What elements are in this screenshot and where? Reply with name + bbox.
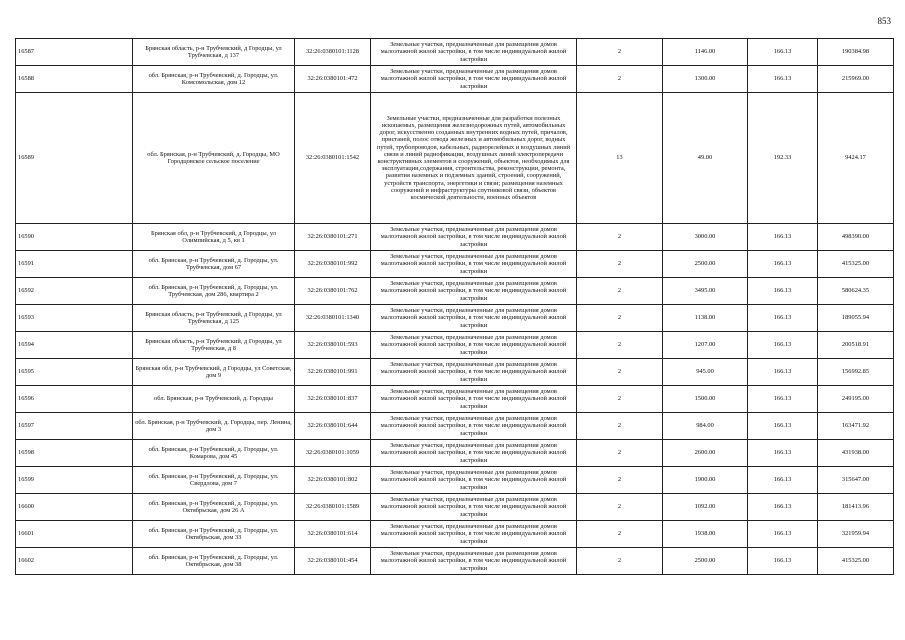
land-use-cell: Земельные участки, предназначенные для размещения домов малоэтажной жилой застройки, в том числе индивидуальной жилой застройки — [371, 413, 577, 440]
land-use-cell: Земельные участки, предназначенные для размещения домов малоэтажной жилой застройки, в том числе индивидуальной жилой застройки — [371, 66, 577, 93]
cadastral-value-cell: 415325.00 — [818, 548, 894, 575]
area-cell: 3000.00 — [663, 224, 748, 251]
use-code-cell: 2 — [577, 224, 663, 251]
area-cell: 1938.00 — [663, 521, 748, 548]
rate-cell: 166.13 — [748, 66, 818, 93]
row-number: 16588 — [16, 66, 133, 93]
table-row — [16, 467, 894, 494]
cadastral-value-cell: 9424.17 — [818, 93, 894, 224]
cadastral-value-cell: 431938.00 — [818, 440, 894, 467]
row-number: 16592 — [16, 278, 133, 305]
cadastral-value-cell: 215969.00 — [818, 66, 894, 93]
row-number: 16595 — [16, 359, 133, 386]
cadastral-number-cell: 32:26:0380101:472 — [295, 66, 371, 93]
row-number: 16600 — [16, 494, 133, 521]
area-cell: 49.00 — [663, 93, 748, 224]
land-use-cell: Земельные участки, предназначенные для размещения домов малоэтажной жилой застройки, в том числе индивидуальной жилой застройки — [371, 39, 577, 66]
use-code-cell: 2 — [577, 521, 663, 548]
land-use-cell: Земельные участки, предназначенные для размещения домов малоэтажной жилой застройки, в том числе индивидуальной жилой застройки — [371, 224, 577, 251]
area-cell: 2500.00 — [663, 548, 748, 575]
row-number: 16596 — [16, 386, 133, 413]
table-row — [16, 39, 894, 66]
rate-cell: 166.13 — [748, 359, 818, 386]
land-use-cell: Земельные участки, предназначенные для размещения домов малоэтажной жилой застройки, в том числе индивидуальной жилой застройки — [371, 251, 577, 278]
use-code-cell: 2 — [577, 413, 663, 440]
cadastral-value-cell: 321959.94 — [818, 521, 894, 548]
use-code-cell: 13 — [577, 93, 663, 224]
row-number: 16587 — [16, 39, 133, 66]
row-number: 16589 — [16, 93, 133, 224]
address-cell: Брянская обл, р-н Трубчевский, д Городцы, ул Олимпийская, д 5, кв 1 — [133, 224, 295, 251]
use-code-cell: 2 — [577, 66, 663, 93]
table-row — [16, 66, 894, 93]
cadastral-number-cell: 32:26:0380101:1542 — [295, 93, 371, 224]
row-number: 16601 — [16, 521, 133, 548]
cadastral-value-cell: 190384.98 — [818, 39, 894, 66]
rate-cell: 166.13 — [748, 548, 818, 575]
row-number: 16591 — [16, 251, 133, 278]
cadastral-number-cell: 32:26:0380101:1128 — [295, 39, 371, 66]
land-use-cell: Земельные участки, предназначенные для размещения домов малоэтажной жилой застройки, в том числе индивидуальной жилой застройки — [371, 359, 577, 386]
table-row — [16, 413, 894, 440]
cadastral-value-cell: 163471.92 — [818, 413, 894, 440]
table-row — [16, 305, 894, 332]
cadastral-number-cell: 32:26:0380101:1059 — [295, 440, 371, 467]
land-use-cell: Земельные участки, предназначенные для размещения домов малоэтажной жилой застройки, в том числе индивидуальной жилой застройки — [371, 278, 577, 305]
rate-cell: 192.33 — [748, 93, 818, 224]
area-cell: 1092.00 — [663, 494, 748, 521]
row-number: 16594 — [16, 332, 133, 359]
use-code-cell: 2 — [577, 332, 663, 359]
area-cell: 1500.00 — [663, 386, 748, 413]
cadastral-value-cell: 415325.00 — [818, 251, 894, 278]
page-number: 853 — [877, 16, 891, 26]
use-code-cell: 2 — [577, 359, 663, 386]
cadastral-number-cell: 32:26:0380101:1340 — [295, 305, 371, 332]
area-cell: 1146.00 — [663, 39, 748, 66]
address-cell: Брянская область, р-н Трубчевский, д Городцы, ул Трубчевская, д 8 — [133, 332, 295, 359]
cadastral-number-cell: 32:26:0380101:1589 — [295, 494, 371, 521]
cadastral-number-cell: 32:26:0380101:992 — [295, 251, 371, 278]
rate-cell: 166.13 — [748, 39, 818, 66]
address-cell: обл. Брянская, р-н Трубчевский, д. Городцы, пер. Ленина, дом 3 — [133, 413, 295, 440]
cadastral-number-cell: 32:26:0380101:762 — [295, 278, 371, 305]
address-cell: обл. Брянская, р-н Трубчевский, д. Городцы, ул. Октябрьская, дом 26 А — [133, 494, 295, 521]
table-row — [16, 332, 894, 359]
land-use-cell: Земельные участки, предназначенные для размещения домов малоэтажной жилой застройки, в том числе индивидуальной жилой застройки — [371, 440, 577, 467]
address-cell: обл. Брянская, р-н Трубчевский, д. Городцы, ул. Комарова, дом 45 — [133, 440, 295, 467]
cadastral-number-cell: 32:26:0380101:593 — [295, 332, 371, 359]
land-use-cell: Земельные участки, предназначенные для размещения домов малоэтажной жилой застройки, в том числе индивидуальной жилой застройки — [371, 494, 577, 521]
land-use-cell: Земельные участки, предназначенные для разработки полезных ископаемых, размещения железнодорожных путей, автомобильных дорог, искусственно созданных внутренних водных путей, причалов, пристаней, полос отвода железных и автомобильных дорог, водных путей, трубопроводов, кабельных, радиорелейных и воздушных линий связи и линий радиофикации, воздушных линий электропередачи конструктивных элементов и сооружений, объектов, необходимых для эксплуатации,содержания, строительства, реконструкции, ремонта, развития наземных и подземных зданий, строений, сооружений, устройств транспорта, энергетики и связи; размещения наземных сооружений и инфраструктуры спутниковой связи, объектов космической деятельности, военных объектов — [371, 93, 577, 224]
rate-cell: 166.13 — [748, 278, 818, 305]
use-code-cell: 2 — [577, 494, 663, 521]
table-row — [16, 494, 894, 521]
rate-cell: 166.13 — [748, 224, 818, 251]
cadastral-number-cell: 32:26:0380101:802 — [295, 467, 371, 494]
rate-cell: 166.13 — [748, 440, 818, 467]
use-code-cell: 2 — [577, 305, 663, 332]
address-cell: обл. Брянская, р-н Трубчевский, д. Городцы, ул. Трубчевская, дом 286, квартира 2 — [133, 278, 295, 305]
row-number: 16598 — [16, 440, 133, 467]
address-cell: обл. Брянская, р-н Трубчевский, д. Городцы, ул. Свердлова, дом 7 — [133, 467, 295, 494]
area-cell: 945.00 — [663, 359, 748, 386]
table-row — [16, 521, 894, 548]
table-row — [16, 251, 894, 278]
cadastral-value-cell: 498390.00 — [818, 224, 894, 251]
rate-cell: 166.13 — [748, 251, 818, 278]
cadastral-number-cell: 32:26:0380101:837 — [295, 386, 371, 413]
cadastral-value-cell: 181413.96 — [818, 494, 894, 521]
rate-cell: 166.13 — [748, 413, 818, 440]
cadastral-value-cell: 315647.00 — [818, 467, 894, 494]
land-use-cell: Земельные участки, предназначенные для размещения домов малоэтажной жилой застройки, в том числе индивидуальной жилой застройки — [371, 548, 577, 575]
table-row — [16, 93, 894, 224]
use-code-cell: 2 — [577, 278, 663, 305]
row-number: 16599 — [16, 467, 133, 494]
cadastral-number-cell: 32:26:0380101:271 — [295, 224, 371, 251]
area-cell: 1900.00 — [663, 467, 748, 494]
cadastral-number-cell: 32:26:0380101:614 — [295, 521, 371, 548]
land-use-cell: Земельные участки, предназначенные для размещения домов малоэтажной жилой застройки, в том числе индивидуальной жилой застройки — [371, 305, 577, 332]
address-cell: обл. Брянская, р-н Трубчевский, д. Городцы, ул. Октябрьская, дом 33 — [133, 521, 295, 548]
use-code-cell: 2 — [577, 39, 663, 66]
area-cell: 1138.00 — [663, 305, 748, 332]
cadastral-value-cell: 249195.00 — [818, 386, 894, 413]
land-use-cell: Земельные участки, предназначенные для размещения домов малоэтажной жилой застройки, в том числе индивидуальной жилой застройки — [371, 521, 577, 548]
address-cell: обл. Брянская, р-н Трубчевский, д. Городцы, ул. Трубчевская, дом 67 — [133, 251, 295, 278]
area-cell: 1300.00 — [663, 66, 748, 93]
table-row — [16, 278, 894, 305]
use-code-cell: 2 — [577, 386, 663, 413]
use-code-cell: 2 — [577, 548, 663, 575]
address-cell: Брянская область, р-н Трубчевский, д Городцы, ул Трубчевская, д 137 — [133, 39, 295, 66]
land-use-cell: Земельные участки, предназначенные для размещения домов малоэтажной жилой застройки, в том числе индивидуальной жилой застройки — [371, 386, 577, 413]
rate-cell: 166.13 — [748, 332, 818, 359]
area-cell: 3495.00 — [663, 278, 748, 305]
cadastral-number-cell: 32:26:0380101:991 — [295, 359, 371, 386]
cadastral-value-cell: 200518.91 — [818, 332, 894, 359]
land-use-cell: Земельные участки, предназначенные для размещения домов малоэтажной жилой застройки, в том числе индивидуальной жилой застройки — [371, 467, 577, 494]
cadastral-value-cell: 156992.85 — [818, 359, 894, 386]
address-cell: обл. Брянская, р-н Трубчевский, д. Городцы, ул. Комсомольская, дом 12 — [133, 66, 295, 93]
cadastral-value-cell: 580624.35 — [818, 278, 894, 305]
table-row — [16, 359, 894, 386]
land-registry-table — [15, 38, 894, 575]
row-number: 16602 — [16, 548, 133, 575]
use-code-cell: 2 — [577, 467, 663, 494]
rate-cell: 166.13 — [748, 521, 818, 548]
rate-cell: 166.13 — [748, 386, 818, 413]
table-row — [16, 386, 894, 413]
area-cell: 984.00 — [663, 413, 748, 440]
rate-cell: 166.13 — [748, 494, 818, 521]
cadastral-value-cell: 189055.94 — [818, 305, 894, 332]
area-cell: 1207.00 — [663, 332, 748, 359]
cadastral-number-cell: 32:26:0380101:454 — [295, 548, 371, 575]
row-number: 16590 — [16, 224, 133, 251]
rate-cell: 166.13 — [748, 467, 818, 494]
row-number: 16597 — [16, 413, 133, 440]
cadastral-number-cell: 32:26:0380101:644 — [295, 413, 371, 440]
table-row — [16, 548, 894, 575]
land-use-cell: Земельные участки, предназначенные для размещения домов малоэтажной жилой застройки, в том числе индивидуальной жилой застройки — [371, 332, 577, 359]
address-cell: обл. Брянская, р-н Трубчевский, д. Городцы, ул. Октябрьская, дом 38 — [133, 548, 295, 575]
rate-cell: 166.13 — [748, 305, 818, 332]
use-code-cell: 2 — [577, 440, 663, 467]
area-cell: 2600.00 — [663, 440, 748, 467]
table-row — [16, 440, 894, 467]
address-cell: обл. Брянская, р-н Трубчевский, д. Городцы — [133, 386, 295, 413]
row-number: 16593 — [16, 305, 133, 332]
table-row — [16, 224, 894, 251]
use-code-cell: 2 — [577, 251, 663, 278]
address-cell: обл. Брянская, р-н Трубчевский, д. Городцы, МО Городцовское сельское поселение — [133, 93, 295, 224]
address-cell: Брянская область, р-н Трубчевский, д Городцы, ул Трубчевская, д 125 — [133, 305, 295, 332]
address-cell: Брянская обл, р-н Трубчевский, д Городцы, ул Советская, дом 9 — [133, 359, 295, 386]
area-cell: 2500.00 — [663, 251, 748, 278]
